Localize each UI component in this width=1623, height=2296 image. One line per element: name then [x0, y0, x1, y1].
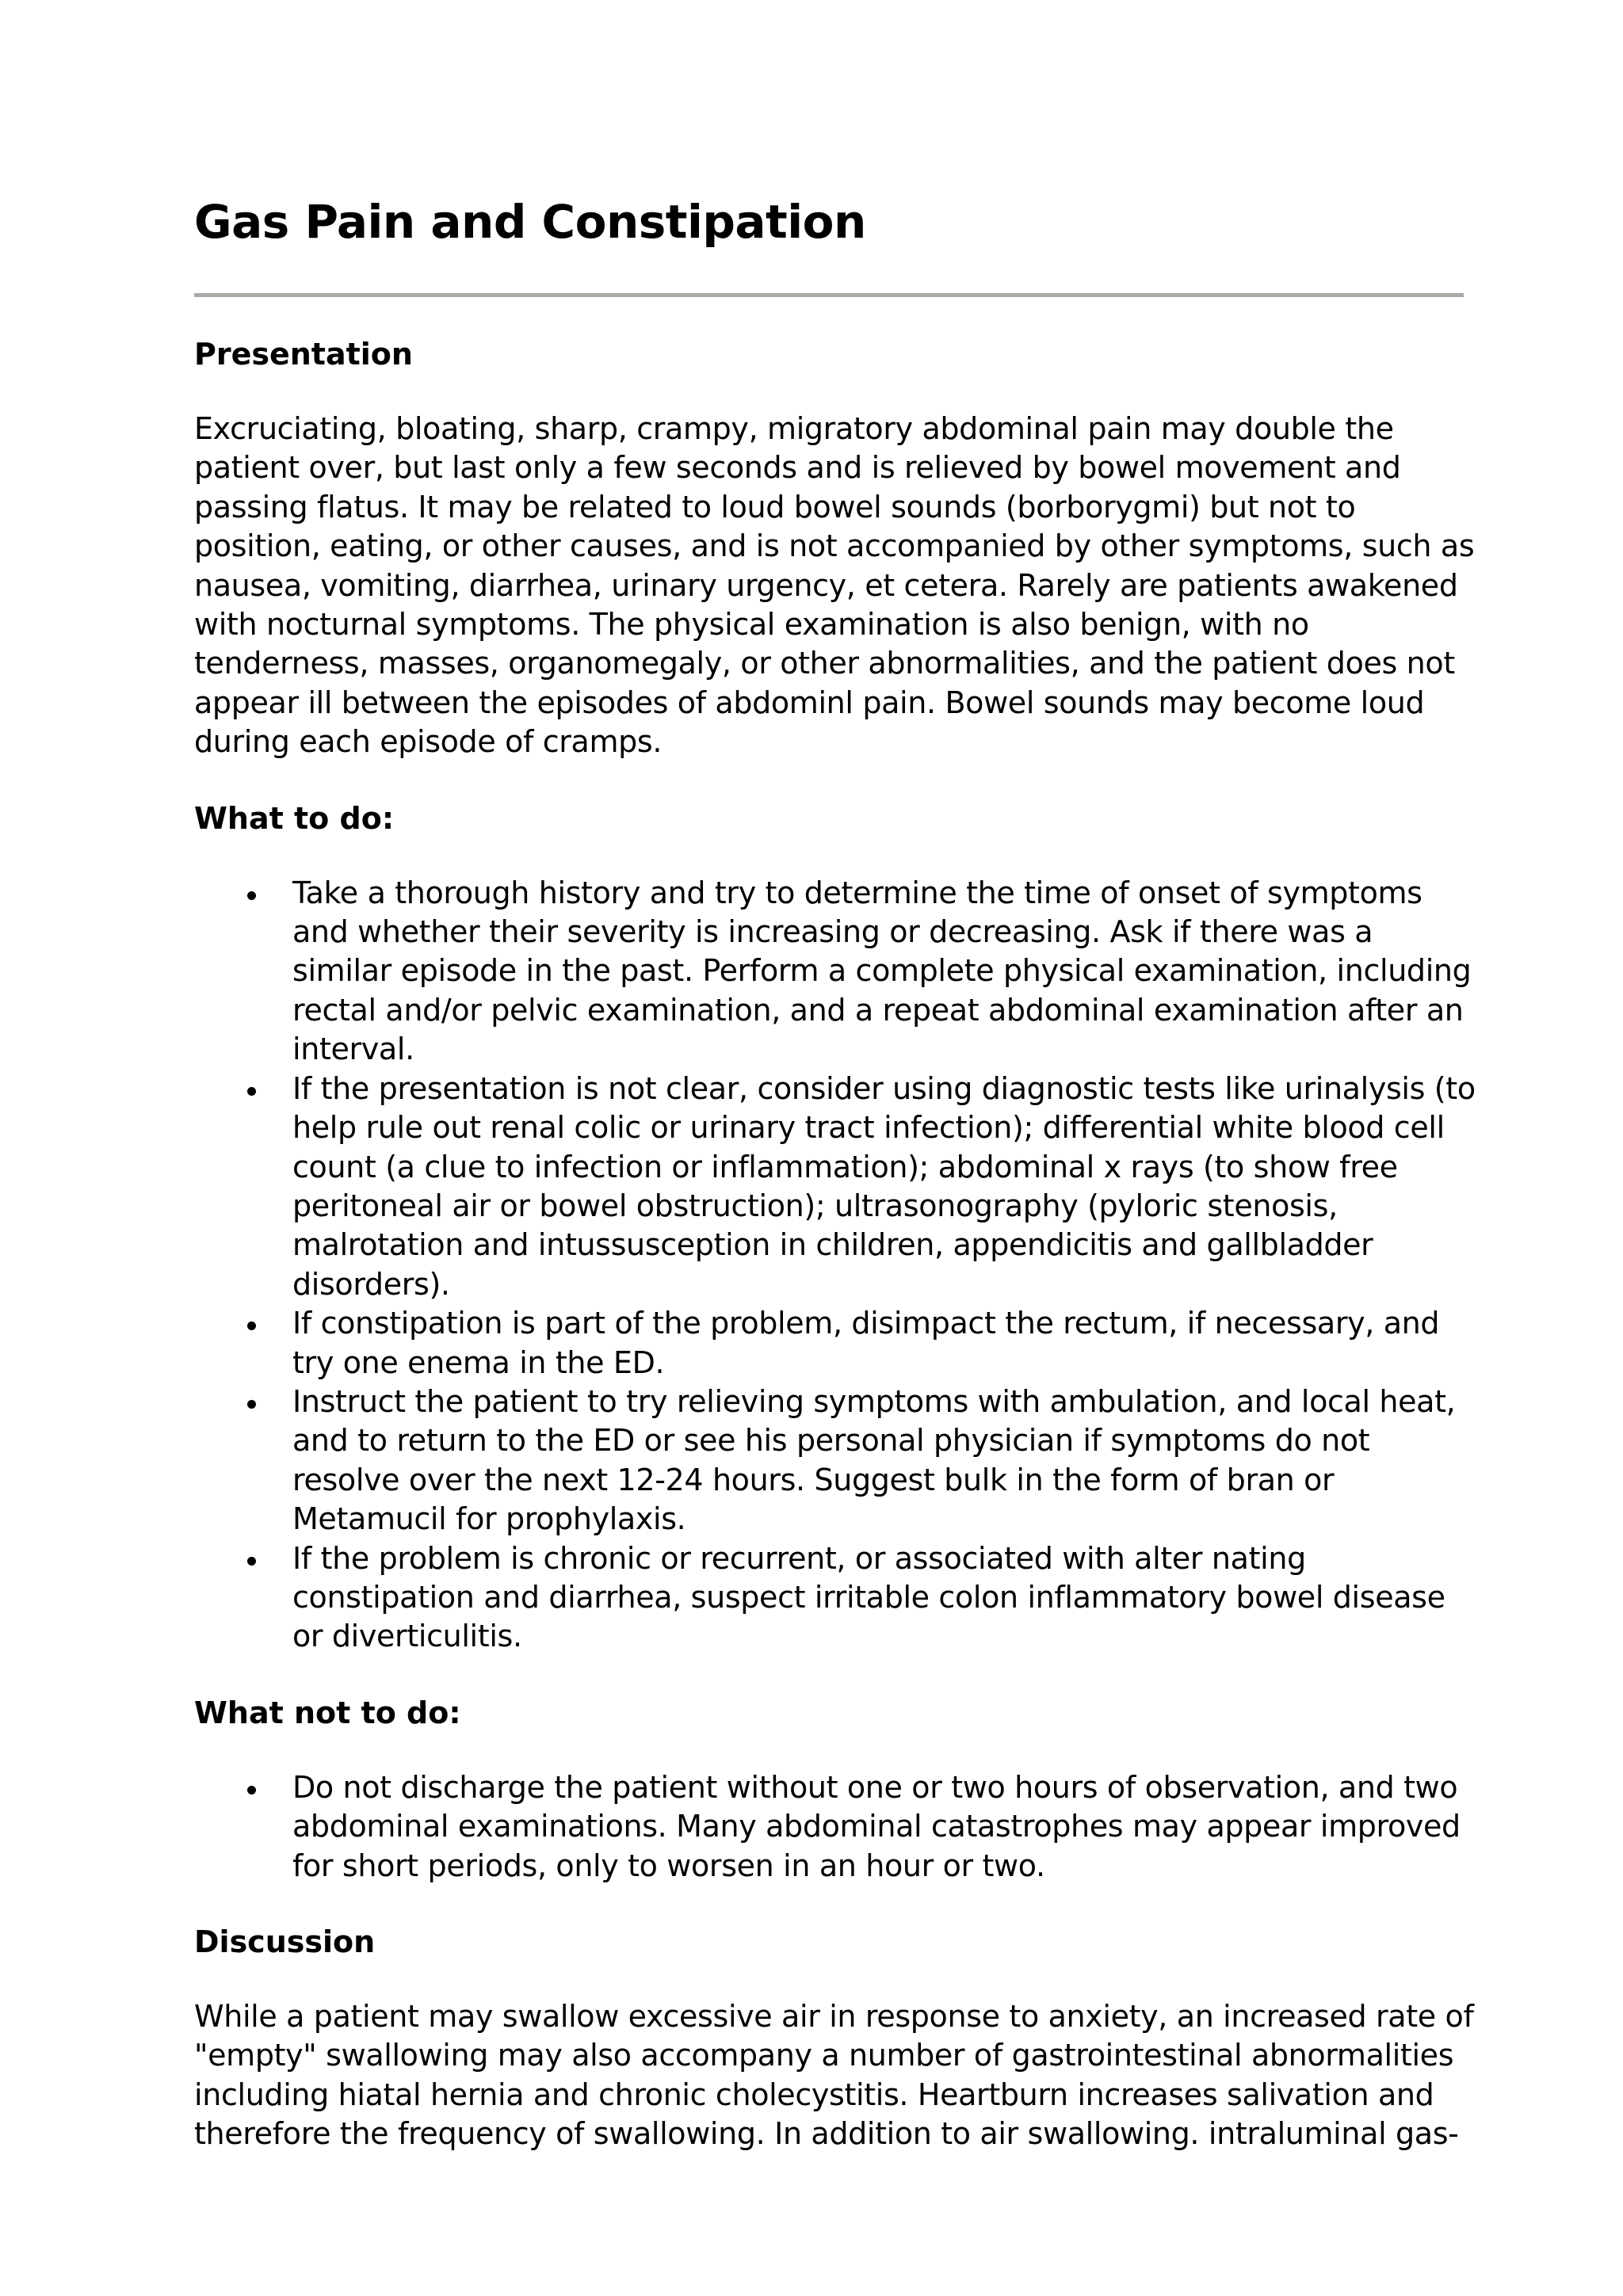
- what-to-do-list: [194, 874, 1478, 1657]
- list-item-text: Instruct the patient to try relieving symptoms with ambulation, and local heat, and to return to the ED or see his personal physician if symptoms do not resolve over the next 12-24 hours. Suggest bulk in the form of bran or Metamucil for prophylaxis.: [292, 1383, 1456, 1537]
- what-to-do-heading: What to do:: [194, 800, 395, 836]
- list-item-text: Take a thorough history and try to determine the time of onset of symptoms and whether their severity is increasing or decreasing. Ask if there was a similar episode in the past. Perform a complete physical examination, including rectal and/or pelvic examination, and a repeat abdominal examination after an interval.: [292, 875, 1472, 1067]
- list-item: [194, 1304, 1478, 1383]
- list-item: [194, 1768, 1478, 1886]
- what-not-to-do-heading: What not to do:: [194, 1695, 461, 1730]
- title-divider: [194, 293, 1464, 297]
- presentation-heading: Presentation: [194, 337, 413, 372]
- list-item-text: If the problem is chronic or recurrent, or associated with alter nating constipation and diarrhea, suspect irritable colon inflammatory bowel disease or diverticulitis.: [292, 1540, 1445, 1654]
- discussion-paragraph: While a patient may swallow excessive air in response to anxiety, an increased rate of "empty" swallowing may also accompany a number of gastrointestinal abnormalities including hiatal hernia and chronic cholecystitis. Heartburn increases salivation and therefore the frequency of swallowing. In addition to air swallowing. intraluminal gas-: [194, 1999, 1474, 2152]
- bullet-icon: [247, 1400, 256, 1409]
- bullet-icon: [247, 1557, 256, 1566]
- document-page: [194, 190, 1478, 2154]
- bullet-icon: [247, 1087, 256, 1096]
- list-item-text: If constipation is part of the problem, disimpact the rectum, if necessary, and try one enema in the ED.: [292, 1306, 1440, 1380]
- list-item: [194, 1070, 1478, 1304]
- bullet-icon: [247, 891, 256, 900]
- bullet-icon: [247, 1322, 256, 1330]
- list-item: [194, 1383, 1478, 1539]
- list-item-text: If the presentation is not clear, consider using diagnostic tests like urinalysis (to help rule out renal colic or urinary tract infection); differential white blood cell count (a clue to infection or inflammation); abdominal x rays (to show free peritoneal air or bowel obstruction); ultrasonography (pyloric stenosis, malrotation and intussusception in children, appendicitis and gallbladder disorders).: [292, 1070, 1476, 1302]
- list-item-text: Do not discharge the patient without one or two hours of observation, and two abdominal examinations. Many abdominal catastrophes may appear improved for short periods, only to worsen in an hour or two.: [292, 1769, 1461, 1883]
- bullet-icon: [247, 1786, 256, 1794]
- what-not-to-do-list: [194, 1768, 1478, 1886]
- presentation-paragraph: Excruciating, bloating, sharp, crampy, migratory abdominal pain may double the patient over, but last only a few seconds and is relieved by bowel movement and passing flatus. It may be related to loud bowel sounds (borborygmi) but not to position, eating, or other causes, and is not accompanied by other symptoms, such as nausea, vomiting, diarrhea, urinary urgency, et cetera. Rarely are patients awakened with nocturnal symptoms. The physical examination is also benign, with no tenderness, masses, organomegaly, or other abnormalities, and the patient does not appear ill between the episodes of abdominl pain. Bowel sounds may become loud during each episode of cramps.: [194, 411, 1475, 760]
- list-item: [194, 874, 1478, 1070]
- discussion-heading: Discussion: [194, 1924, 376, 1959]
- page-title: Gas Pain and Constipation: [194, 195, 866, 249]
- list-item: [194, 1539, 1478, 1657]
